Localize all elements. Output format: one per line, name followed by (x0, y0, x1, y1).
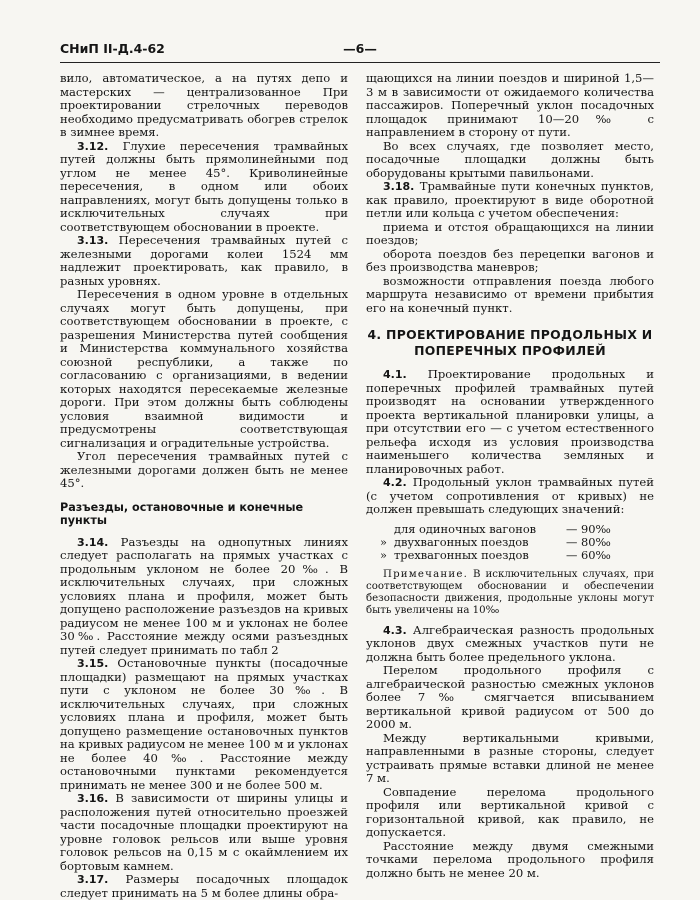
paragraph: Расстояние между двумя смежными точками перелома продольного профиля должно быть не менее 20 м. (366, 838, 654, 880)
clause-text: Пересечения трамвайных путей с железными дорогами колеи 1524 мм надлежит проектировать, как правило, в разных уровнях. (60, 233, 348, 288)
document-code: СНиП II-Д.4-62 (60, 41, 165, 56)
note (366, 569, 654, 618)
gradient-row (380, 549, 626, 562)
clause-number: 3.17. (77, 873, 109, 886)
clause-number: 3.14. (77, 535, 109, 549)
clause-3-17 (60, 873, 348, 900)
header-rule (60, 62, 660, 63)
gradient-name: двухвагонных поездов (394, 534, 529, 549)
clause-3-15 (60, 657, 348, 792)
clause-number: 3.15. (77, 657, 109, 670)
clause-number: 4.2. (383, 476, 407, 489)
clause-3-14 (60, 536, 348, 658)
clause-text: Остановочные пункты (посадочные площадки) размещают на прямых участках пути с уклоном не более 30‰. В исключительных случаях, при сложных условиях плана и профиля, может быть допущено размещение остановочных пунктов на кривых радиусом не менее 100 м и уклонах не более 40‰. Расстояние между остановочными пунктами рекомендуется принимать не менее 300 и не более 500 м. (60, 656, 348, 792)
gradient-table (380, 523, 626, 563)
left-column (60, 72, 348, 900)
clause-4-1 (366, 368, 654, 476)
ditto-mark: » (380, 534, 387, 549)
clause-number: 3.13. (77, 234, 109, 247)
ditto-mark: » (380, 548, 387, 563)
clause-text: Размеры посадочных площадок следует принимать на 5 м более длины обра- (60, 872, 348, 900)
gradient-name: для одиночных вагонов (394, 521, 537, 536)
paragraph: Угол пересечения трамвайных путей с железными дорогами должен быть не менее 45°. (60, 449, 348, 490)
paragraph: вило, автоматическое, а на путях депо и мастерских — централизованное При проектировании стрелочных переводов необходимо предусматривать обогрев стрелок в зимнее время. (60, 71, 348, 139)
clause-number: 3.16. (77, 792, 109, 805)
paragraph: Между вертикальными кривыми, направленными в разные стороны, следует устраивать прямые вставки длиной не менее 7 м. (366, 730, 654, 786)
paragraph: Пересечения в одном уровне в отдельных случаях могут быть допущены, при соответствующем обосновании в проекте, с разрешения Министерства путей сообщения и Министерства коммунального хозяйства союзной республики, а также по согласованию с организациями, в ведении которых находятся пересекаемые железные дороги. При этом должны быть соблюдены условия взаимной видимости и предусмотрены соответствующая сигнализация и оградительные устройства. (60, 287, 348, 450)
gradient-row (380, 523, 626, 536)
paragraph: Совпадение перелома продольного профиля или вертикальной кривой с горизонтальной кривой, как правило, не допускается. (366, 784, 654, 840)
list-item: оборота поездов без перецепки вагонов и без производства маневров; (366, 246, 654, 274)
clause-4-3 (366, 624, 654, 665)
list-item: возможности отправления поезда любого маршрута независимо от времени прибытия его на конечный пункт. (366, 273, 654, 315)
clause-text: В зависимости от ширины улицы и расположения путей относительно проезжей части посадочные площадки проектируют на уровне головок рельсов или выше уровня головок рельсов на 0,15 м с окаймлением их бортовым камнем. (60, 791, 348, 873)
clause-number: 3.12. (77, 139, 109, 153)
paragraph: щающихся на линии поездов и шириной 1,5—3 м в зависимости от ожидаемого количества пассажиров. Поперечный уклон посадочных площадок принимают 10—20‰ с направлением в сторону от пути. (366, 71, 654, 139)
gradient-value: — 80‰ (566, 534, 611, 549)
note-label: Примечание. (383, 568, 469, 580)
list-item: приема и отстоя обращающихся на линии поездов; (366, 219, 654, 247)
clause-text: Глухие пересечения трамвайных путей должны быть прямолинейными под углом не менее 45°. Криволинейные пересечения, в одном или обоих направлениях, могут быть допущены только в исключительных случаях при соответствующем обосновании в проекте. (60, 138, 348, 234)
page-number: —6— (343, 41, 377, 56)
right-column (366, 72, 654, 880)
clause-text: Трамвайные пути конечных пунктов, как правило, проектируют в виде оборотной петли или кольца с учетом обеспечения: (366, 179, 654, 220)
clause-3-16 (60, 792, 348, 873)
clause-number: 4.1. (383, 368, 407, 381)
gradient-value: — 60‰ (566, 548, 611, 563)
note-text: В исключительных случаях, при соответствующем обосновании и обеспечении безопасности движения, продольные уклоны могут быть увеличены на 10‰ (366, 568, 654, 617)
clause-3-12 (60, 140, 348, 235)
gradient-value: — 90‰ (566, 521, 611, 536)
clause-number: 4.3. (383, 623, 407, 637)
paragraph: Во всех случаях, где позволяет место, посадочные площадки должны быть оборудованы крытыми павильонами. (366, 138, 654, 180)
clause-3-18 (366, 180, 654, 221)
subheading: Разъезды, остановочные и конечные пункты (60, 500, 304, 527)
clause-text: Алгебраическая разность продольных уклонов двух смежных участков пути не должна быть более предельного уклона. (366, 622, 654, 664)
clause-3-13 (60, 234, 348, 288)
paragraph: Перелом продольного профиля с алгебраической разностью смежных уклонов более 7‰ смягчается вписыванием вертикальной кривой радиусом от 500 до 2000 м. (366, 663, 654, 732)
clause-number: 3.18. (383, 180, 415, 193)
gradient-name: трехвагонных поездов (394, 548, 529, 563)
clause-text: Продольный уклон трамвайных путей (с учетом сопротивления от кривых) не должен превышать следующих значений: (366, 475, 654, 516)
section-title: 4. ПРОЕКТИРОВАНИЕ ПРОДОЛЬНЫХ И ПОПЕРЕЧНЫХ ПРОФИЛЕЙ (367, 327, 653, 358)
clause-text: Разъезды на однопутных линиях следует располагать на прямых участках с продольным уклоном не более 20‰. В исключительных случаях, при сложных условиях плана и профиля, может быть допущено расположение разъездов на кривых радиусом не менее 100 м и уклонах не более 30‰. Расстояние между осями разъездных путей следует принимать по табл 2 (60, 534, 348, 657)
ditto-mark (380, 523, 394, 536)
clause-text: Проектирование продольных и поперечных профилей трамвайных путей производят на основании утвержденного проекта вертикальной планировки улицы, а при отсутствии его — с учетом естественного рельефа исходя из условия производства наименьшего количества земляных и планировочных работ. (366, 367, 654, 476)
page-header (60, 41, 660, 59)
gradient-row (380, 536, 626, 549)
clause-4-2 (366, 476, 654, 517)
